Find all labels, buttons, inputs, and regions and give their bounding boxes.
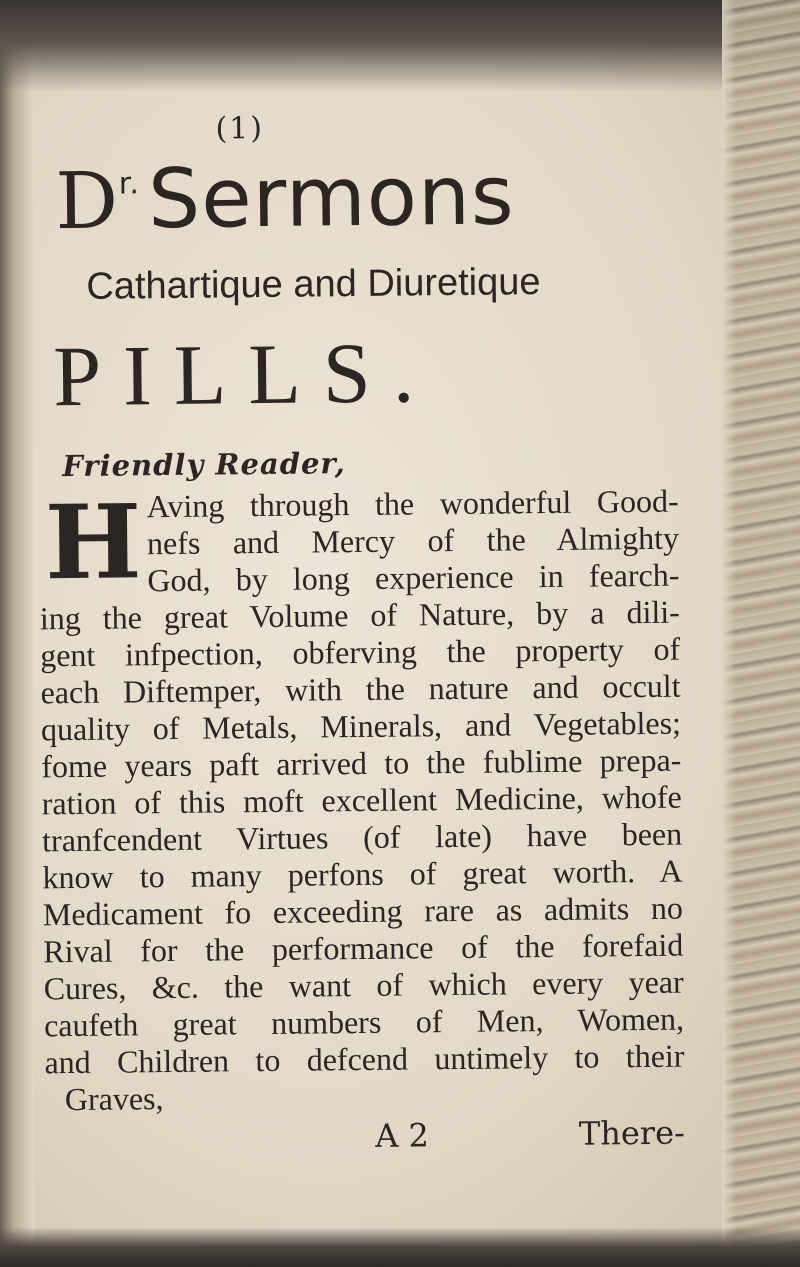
page-bottom-edge — [0, 1227, 800, 1267]
text-line: Cures, &c. the want of which every year — [43, 963, 684, 1007]
text-line: each Diftemper, with the nature and occult — [40, 667, 681, 711]
body-text — [38, 483, 685, 1119]
text-line: tranfcendent Virtues (of late) have been — [41, 815, 683, 859]
title-prefix-superscript: r. — [118, 166, 141, 202]
drop-cap: H — [44, 482, 143, 604]
text-line: know to many perfons of great worth. A — [42, 852, 683, 896]
catchword: There- — [578, 1113, 686, 1153]
text-line: Graves, — [64, 1080, 164, 1118]
text-line: ing the great Volume of Nature, by a dili- — [39, 593, 680, 637]
text-line: fome years paft arrived to the fublime prepa- — [41, 741, 682, 785]
text-line: gent infpection, obferving the property of — [40, 630, 681, 674]
main-heading: PILLS. — [52, 324, 437, 425]
text-line: Rival for the performance of the forefaid — [43, 926, 684, 970]
title-name: Sermons — [147, 148, 516, 248]
text-line: Medicament fo exceeding rare as admits no — [42, 889, 684, 933]
text-line: nefs and Mercy of the Almighty — [146, 519, 680, 562]
text-line: and Children to defcend untimely to their — [44, 1037, 685, 1081]
text-line: quality of Metals, Minerals, and Vegetables; — [40, 704, 682, 748]
salutation: Friendly Reader, — [62, 446, 346, 484]
text-line: Aving through the wonderful Good- — [146, 482, 679, 525]
page-content — [35, 107, 686, 1159]
page-number: (1) — [215, 110, 265, 147]
title — [55, 148, 676, 248]
signature-mark: A 2 — [375, 1116, 430, 1155]
subtitle: Cathartique and Diuretique — [86, 261, 541, 308]
page-top-edge — [0, 0, 800, 92]
page-footer — [45, 1114, 685, 1159]
facing-page-edge — [722, 0, 800, 1267]
text-line: God, by long experience in fearch- — [147, 556, 680, 599]
title-prefix: D — [55, 156, 120, 248]
text-line: ration of this moft excellent Medicine, whofe — [41, 778, 682, 822]
text-line: caufeth great numbers of Men, Women, — [43, 1000, 685, 1044]
page-binding-edge — [0, 0, 34, 1267]
